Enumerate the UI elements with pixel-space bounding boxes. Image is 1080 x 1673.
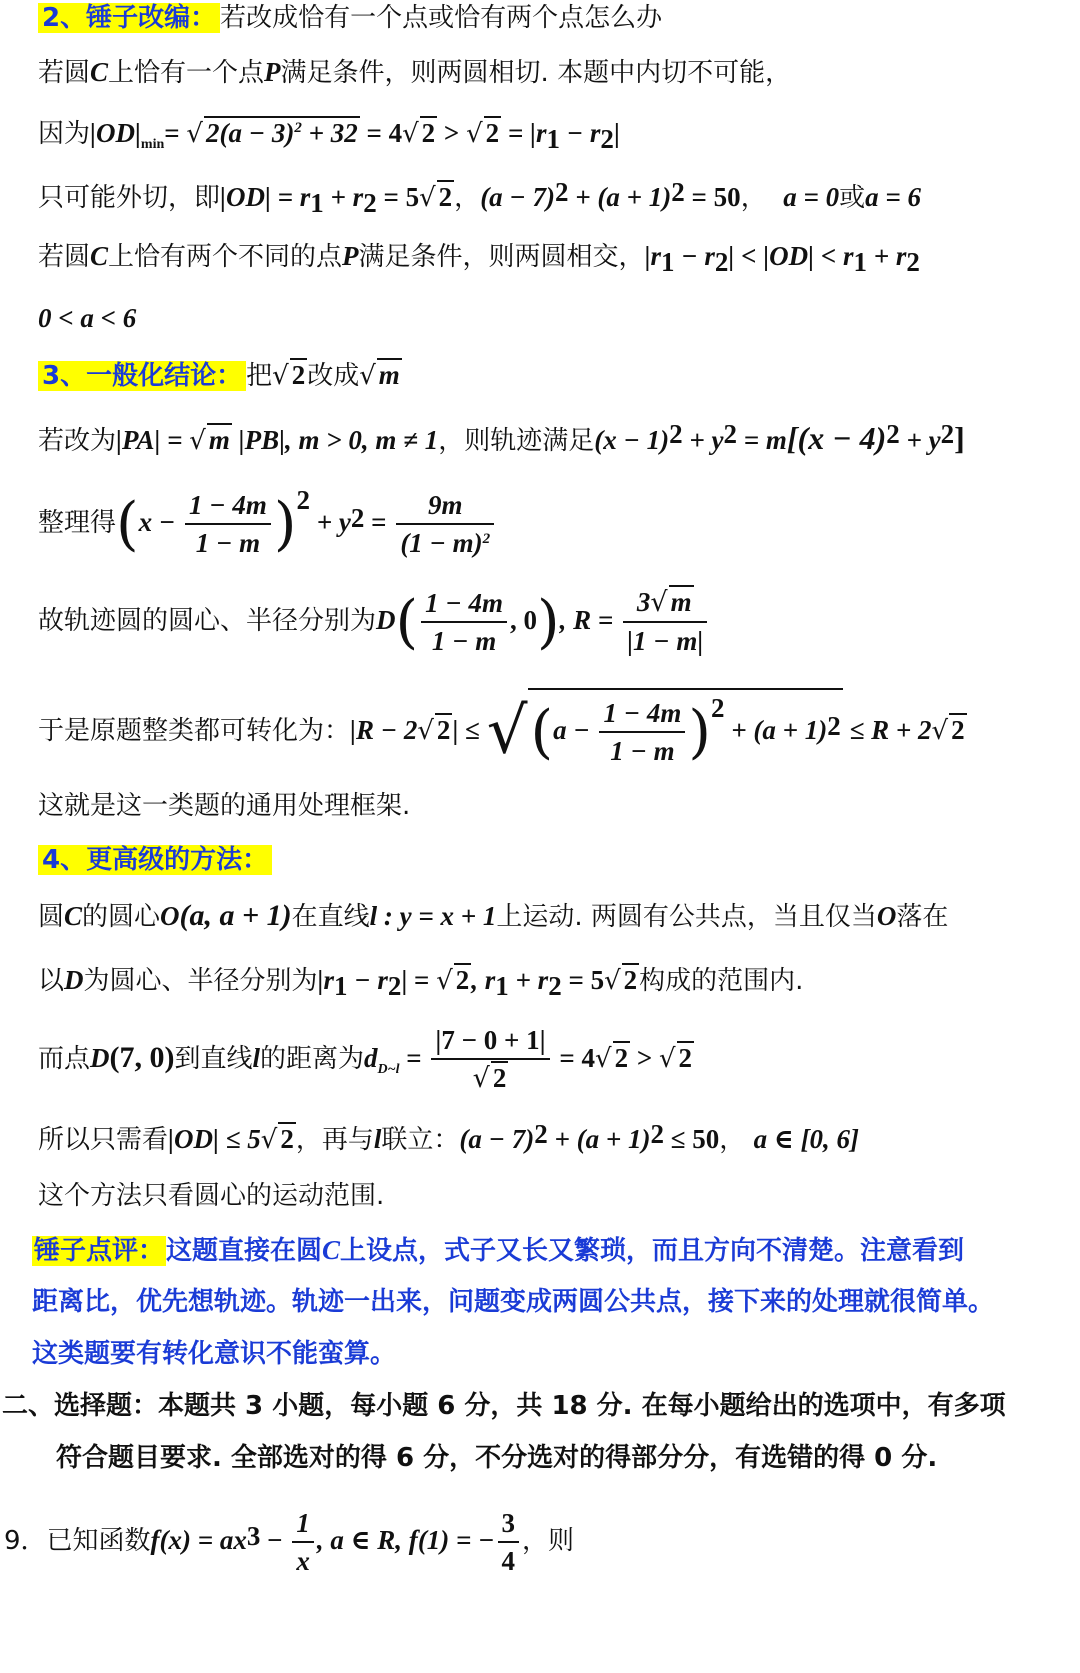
text: 改成 [307, 361, 360, 391]
math-sub: 2 [600, 124, 614, 155]
math: a − [553, 715, 597, 745]
section2-line2 [38, 112, 620, 165]
denominator: x [296, 1545, 310, 1576]
math: + r [508, 965, 549, 995]
math: d [364, 1043, 378, 1073]
text: 整理得 [38, 508, 117, 538]
math: (7, 0) [109, 1041, 175, 1074]
fraction [498, 1505, 520, 1579]
text: 所以只需看 [38, 1125, 169, 1155]
paren-left: ( [116, 489, 139, 558]
math: 2 [951, 715, 965, 745]
denominator: 1 − m [195, 527, 261, 558]
math-sup: 2 [555, 177, 569, 207]
math-sup: 2 [886, 419, 900, 449]
section4-line5 [38, 1176, 384, 1216]
fraction [599, 695, 685, 769]
math: |PA| = [116, 425, 190, 455]
text: 构成的范围内. [639, 966, 804, 996]
text: 若圆 [38, 58, 91, 88]
math: a = 0 [783, 182, 840, 212]
text: 上运动. 两圆有公共点，当且仅当 [496, 902, 877, 932]
math: , r [471, 965, 496, 995]
math: = 4 [359, 118, 403, 148]
sqrt-icon: √ [466, 119, 483, 149]
paren-right: ) [537, 587, 560, 656]
text: 在直线 [291, 902, 370, 932]
math: + (a + 1) [568, 182, 672, 212]
math-sub: D~l [377, 1062, 400, 1078]
text: 只可能外切，即 [38, 183, 221, 213]
math: |OD| ≤ 5 [168, 1124, 261, 1154]
sqrt-icon: √ [402, 119, 419, 149]
paren-left: ( [395, 587, 419, 656]
comment-line3 [32, 1334, 396, 1374]
fraction [623, 584, 707, 659]
math: = [364, 507, 394, 537]
math: + y [682, 425, 724, 455]
section4-heading: 4、更高级的方法： [38, 845, 272, 875]
math: , a ∈ R, f [316, 1525, 418, 1555]
numerator: 1 − 4m [599, 695, 685, 733]
math: 2 [438, 182, 453, 212]
math: = 5 [561, 965, 605, 995]
math-sub: 1 [853, 247, 868, 278]
math-sup: 2 [711, 693, 725, 723]
math: (a, a + 1) [179, 899, 292, 932]
math: m [208, 425, 230, 455]
comment-line2 [32, 1282, 994, 1322]
section2-heading-line [38, 0, 662, 38]
text: 距离比，优先想轨迹。轨迹一出来，问题变成两圆公共点，接下来的处理就很简单。 [32, 1287, 995, 1317]
text: 上恰有两个不同的点 [108, 242, 343, 272]
math-sub: 2 [714, 247, 729, 278]
text: 把 [246, 361, 273, 391]
math: > [437, 118, 467, 148]
comment-line1 [32, 1230, 964, 1271]
text: 二、选择题：本题共 3 小题，每小题 6 分，共 18 分. 在每小题给出的选项中，有多项 [2, 1391, 1006, 1421]
math: |R − 2 [350, 715, 418, 745]
text: 满足条件，则两圆相交， [358, 242, 645, 272]
text: 若圆 [38, 242, 91, 272]
text: 或 [839, 183, 866, 213]
text: 上设点，式子又长又繁琐，而且方向不清楚。注意看到 [340, 1236, 965, 1266]
sqrt-icon: √ [650, 587, 668, 618]
section2-line3 [38, 176, 921, 223]
section3-line2 [38, 482, 497, 563]
section4-line3 [38, 1018, 694, 1110]
math: 2 [436, 715, 451, 745]
sqrt-icon: √ [186, 119, 203, 149]
sqrt-icon: √ [931, 716, 949, 746]
math-sup: 2 [827, 711, 841, 741]
paren-right: ) [273, 489, 297, 558]
sqrt-icon: √ [417, 716, 434, 746]
text: ，则 [522, 1526, 575, 1556]
math-sup: 3 [246, 1521, 261, 1551]
section2-heading-rest: 若改成恰有一个点或恰有两个点怎么办 [220, 3, 663, 33]
numerator: 1 − 4m [421, 585, 507, 623]
math: (x − 1) [594, 425, 670, 455]
math: | < |OD| < r [728, 241, 854, 271]
sqrt-icon: √ [486, 694, 528, 769]
sqrt-icon: √ [436, 966, 453, 996]
math: m [670, 587, 692, 617]
section3-heading-line [38, 355, 402, 396]
math: 3 [636, 587, 651, 617]
text: ， [740, 183, 767, 213]
part2-line2 [56, 1438, 937, 1478]
sqrt-icon: √ [359, 361, 376, 391]
section2-line4 [38, 236, 920, 282]
section4-line4 [38, 1118, 859, 1160]
text: 上恰有一个点 [108, 58, 265, 88]
math-sub: 2 [548, 971, 562, 1002]
denominator: 2 [492, 1063, 507, 1093]
fraction [185, 487, 271, 561]
math: D [90, 1043, 110, 1073]
text: ， [454, 183, 481, 213]
sqrt-icon: √ [604, 966, 621, 996]
math: (a − 7) [480, 182, 556, 212]
section4-line2 [38, 960, 803, 1006]
math-sup: 2 [669, 419, 683, 449]
math: m [378, 360, 400, 390]
text: 这就是这一类题的通用处理框架. [38, 791, 411, 821]
math: + r [867, 241, 907, 271]
math: ≤ 50 [663, 1124, 720, 1154]
section3-line5 [38, 786, 410, 826]
comment-label: 锤子点评： [34, 1236, 165, 1266]
math: P [342, 241, 359, 271]
math: P [264, 57, 281, 87]
math: 2 [623, 965, 638, 995]
math: ≤ R + 2 [842, 715, 932, 745]
sqrt-icon: √ [658, 1044, 676, 1074]
denominator: 4 [501, 1545, 516, 1576]
section3-line1 [38, 418, 965, 461]
denominator: (1 − m) [400, 527, 483, 558]
section3-line4 [38, 685, 967, 777]
fraction [421, 585, 507, 659]
math: = 5 [376, 182, 420, 212]
text: 圆 [38, 902, 65, 932]
math: 2 [678, 1043, 693, 1073]
math: + y [899, 425, 941, 455]
section2-heading: 2、锤子改编： [38, 3, 220, 33]
numerator: 9m [396, 487, 494, 525]
math-sub: 1 [661, 247, 675, 278]
math: l [373, 1124, 382, 1154]
fraction [431, 1022, 549, 1097]
math: l : y = x + 1 [369, 901, 497, 931]
denominator: |1 − m| [627, 626, 704, 656]
text: ，再与 [295, 1125, 374, 1155]
math: = [164, 118, 187, 148]
sqrt-icon: √ [594, 1044, 612, 1074]
text: 这类题要有转化意识不能蛮算。 [32, 1339, 397, 1369]
section4-heading-line [38, 840, 272, 880]
sqrt-icon: √ [260, 1125, 278, 1155]
math: ] [954, 420, 965, 456]
math: |r [644, 241, 662, 271]
sqrt-icon: √ [472, 1063, 490, 1094]
math-sup: 2 [650, 1119, 664, 1149]
paren-left: ( [530, 697, 554, 766]
text: 落在 [896, 902, 949, 932]
math-sup: 2 [294, 120, 302, 136]
math: | [613, 118, 620, 148]
text: 故轨迹圆的圆心、半径分别为 [38, 606, 377, 636]
math: C [90, 241, 109, 271]
text: 以 [38, 966, 65, 996]
math: 0 < a < 6 [38, 303, 137, 333]
denominator: 1 − m [431, 625, 497, 656]
math: − r [674, 241, 715, 271]
question-9 [4, 1500, 574, 1581]
numerator: |7 − 0 + 1| [431, 1022, 549, 1060]
math-sup: 2 [482, 530, 491, 547]
math: D [64, 965, 84, 995]
paren-right: ) [688, 697, 711, 766]
math-sup: 2 [534, 1119, 548, 1149]
math: O [160, 901, 180, 931]
math-sub: min [140, 137, 165, 153]
math-sup: 2 [671, 177, 685, 207]
math: = |r [501, 118, 547, 148]
math: 2 [614, 1043, 629, 1073]
math: = 4 [552, 1043, 595, 1073]
text: 9．已知函数 [4, 1526, 151, 1556]
text: 符合题目要求. 全部选对的得 6 分，不分选对的得部分分，有选错的得 0 分. [56, 1443, 938, 1473]
section3-line3 [38, 580, 710, 661]
math: − r [559, 118, 601, 148]
math: + (a + 1) [547, 1124, 651, 1154]
math-sup: 2 [723, 419, 737, 449]
math: O [876, 901, 897, 931]
sqrt-icon: √ [272, 361, 289, 391]
fraction [292, 1505, 314, 1579]
fraction [396, 487, 494, 561]
math: |OD| [90, 118, 141, 148]
math: + 32 [301, 118, 358, 148]
math: + r [323, 182, 364, 212]
math-sup: 2 [296, 485, 311, 515]
math-sub: 1 [495, 971, 509, 1002]
text: 的圆心 [82, 902, 161, 932]
sqrt-icon: √ [189, 426, 206, 456]
math-sub: 2 [363, 188, 377, 219]
math: |r [317, 965, 334, 995]
text: 于是原题整类都可转化为： [38, 716, 351, 746]
text: 为圆心、半径分别为 [83, 966, 318, 996]
text: 因为 [38, 119, 91, 149]
text: 到直线 [174, 1044, 253, 1074]
math: − [260, 1525, 290, 1555]
math-sup: 2 [940, 419, 955, 449]
denominator: 1 − m [610, 735, 675, 766]
math: = m [736, 425, 787, 455]
math: f [150, 1525, 160, 1555]
text: 这个方法只看圆心的运动范围. [38, 1181, 385, 1211]
math: , R = [559, 605, 621, 635]
math: C [90, 57, 109, 87]
math-sub: 1 [333, 971, 348, 1002]
math: C [322, 1235, 341, 1265]
math: D [376, 605, 396, 635]
math: = [399, 1043, 429, 1073]
math: > [630, 1043, 659, 1073]
text: 而点 [38, 1044, 91, 1074]
text: 满足条件，则两圆相切. 本题中内切不可能， [280, 58, 792, 88]
math: (1) = − [417, 1525, 495, 1555]
numerator: 1 − 4m [185, 487, 271, 525]
math: |PB|, m > 0, m ≠ 1 [231, 425, 439, 455]
math: 2 [455, 965, 470, 995]
math: (x) = ax [159, 1525, 247, 1555]
sqrt-icon: √ [419, 183, 436, 213]
math: 2 [291, 360, 306, 390]
math: a = 6 [865, 182, 922, 212]
math: a ∈ [0, 6] [753, 1124, 860, 1154]
math: + (a + 1) [724, 715, 828, 745]
math: | ≤ [452, 715, 487, 745]
math: |OD| = r [220, 182, 311, 212]
section2-line1 [38, 52, 791, 93]
math: = 50 [684, 182, 741, 212]
section4-line1 [38, 896, 948, 937]
math: [(x − 4) [786, 420, 887, 456]
section2-line5 [38, 298, 136, 339]
math-sub: 1 [310, 188, 324, 219]
math: C [64, 901, 83, 931]
text: 若改为 [38, 426, 117, 456]
text: ， [719, 1125, 746, 1155]
math: (a − 7) [459, 1124, 535, 1154]
text: 的距离为 [260, 1044, 365, 1074]
section3-heading: 3、一般化结论： [38, 361, 246, 391]
math: 2 [421, 118, 436, 148]
math: , 0 [510, 605, 538, 635]
math: l [252, 1043, 261, 1073]
math: − r [347, 965, 388, 995]
math: x − [138, 507, 183, 537]
math-sup: 2 [350, 503, 365, 533]
math-sub: 1 [546, 124, 560, 155]
text: ，则轨迹满足 [438, 426, 595, 456]
text: 这题直接在圆 [166, 1236, 323, 1266]
math: | = [401, 965, 437, 995]
math-sub: 2 [906, 247, 920, 278]
math: 2 [485, 118, 500, 148]
math: + y [310, 507, 351, 537]
text: 联立： [381, 1125, 460, 1155]
part2-line1 [2, 1386, 1006, 1426]
math-sub: 2 [387, 971, 402, 1002]
math: 2(a − 3) [205, 118, 295, 148]
numerator: 1 [292, 1505, 314, 1543]
math: 2 [280, 1124, 294, 1154]
numerator: 3 [498, 1505, 520, 1543]
